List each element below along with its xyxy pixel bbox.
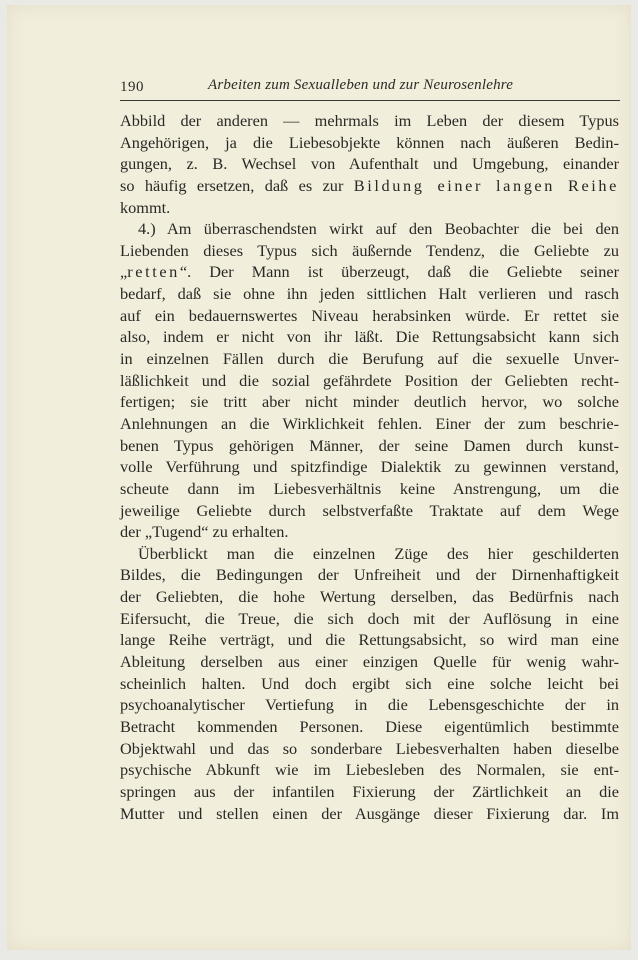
text-segment: psychische Abkunft wie im Liebesleben des Normalen, sie ent- — [120, 760, 619, 780]
paragraph — [120, 110, 619, 218]
text-segment: “. Der Mann ist überzeugt, daß die Geliebte seiner — [179, 262, 619, 282]
text-segment: Überblickt man die einzelnen Züge des hier geschilderten — [138, 543, 619, 563]
text-segment: Liebenden dieses Typus sich äußernde Tendenz, die Geliebte zu — [120, 240, 619, 260]
text-segment: psychoanalytischer Vertiefung in die Lebensgeschichte der in — [120, 695, 619, 715]
emphasized-text: retten — [127, 262, 180, 282]
text-line — [120, 175, 619, 197]
text-line — [120, 564, 619, 586]
text-line — [120, 413, 619, 435]
text-segment: Ableitung derselben aus einer einzigen Quelle für wenig wahr- — [120, 652, 619, 672]
text-segment: benen Typus gehörigen Männer, der seine Damen durch kunst- — [120, 435, 619, 455]
text-segment: Anlehnungen an die Wirklichkeit fehlen. Einer der zum beschrie- — [120, 413, 619, 433]
text-line — [120, 132, 619, 154]
text-segment: fertigen; sie tritt aber nicht minder deutlich hervor, wo solche — [120, 392, 619, 412]
text-segment: jeweilige Geliebte durch selbstverfaßte Traktate auf dem Wege — [120, 500, 619, 520]
text-segment: Abbild der anderen — mehrmals im Leben der diesem Typus — [120, 111, 619, 130]
running-title: Arbeiten zum Sexualleben und zur Neurosenlehre — [208, 77, 514, 93]
text-segment: kommt. — [120, 197, 171, 217]
book-page — [7, 5, 631, 950]
text-segment: so häufig ersetzen, daß es zur — [120, 175, 354, 195]
text-segment: der „Tugend“ zu erhalten. — [120, 522, 289, 542]
text-segment: in einzelnen Fällen durch die Berufung auf die sexuelle Unver- — [120, 349, 619, 369]
text-line — [120, 197, 619, 219]
text-segment: Mutter und stellen einen der Ausgänge dieser Fixierung dar. Im — [120, 803, 619, 823]
text-segment: gungen, z. B. Wechsel von Aufenthalt und Umgebung, einander — [120, 154, 619, 174]
text-line — [120, 370, 619, 392]
text-segment: Betracht kommenden Personen. Diese eigentümlich bestimmte — [120, 716, 619, 736]
text-line — [120, 218, 619, 240]
text-line — [120, 478, 619, 500]
text-line — [120, 586, 619, 608]
text-line — [120, 261, 619, 283]
text-segment: volle Verführung und spitzfindige Dialektik zu gewinnen verstand, — [120, 457, 619, 477]
text-line — [120, 608, 619, 630]
text-segment: scheute dann im Liebesverhältnis keine Anstrengung, um die — [120, 478, 619, 498]
text-line — [120, 651, 619, 673]
text-segment: springen aus der infantilen Fixierung der Zärtlichkeit an die — [120, 781, 619, 801]
text-segment: lange Reihe verträgt, und die Rettungsabsicht, so wird man eine — [120, 630, 619, 650]
text-line — [120, 153, 619, 175]
text-segment: Angehörigen, ja die Liebesobjekte können nach äußeren Bedin- — [120, 132, 619, 152]
text-line — [120, 629, 619, 651]
text-line — [120, 240, 619, 262]
text-line — [120, 716, 619, 738]
text-segment: bedarf, daß sie ohne ihn jeden sittlichen Halt verlieren und rasch — [120, 284, 619, 304]
text-segment: Objektwahl und das so sonderbare Liebesverhalten haben dieselbe — [120, 738, 619, 758]
body-text — [120, 110, 619, 824]
text-line — [120, 305, 619, 327]
text-line — [120, 543, 619, 565]
text-segment: Bildes, die Bedingungen der Unfreiheit und der Dirnenhaftigkeit — [120, 565, 619, 585]
text-line — [120, 326, 619, 348]
header-rule — [120, 100, 620, 101]
text-segment: 4.) Am überraschendsten wirkt auf den Beobachter die bei den — [138, 219, 619, 239]
text-line — [120, 759, 619, 781]
text-line — [120, 781, 619, 803]
text-line — [120, 521, 619, 543]
text-line — [120, 673, 619, 695]
text-line — [120, 500, 619, 522]
text-segment: scheinlich halten. Und doch ergibt sich eine solche leicht bei — [120, 673, 619, 693]
text-line — [120, 456, 619, 478]
page-header — [120, 75, 619, 99]
text-line — [120, 110, 619, 132]
text-line — [120, 283, 619, 305]
text-line — [120, 435, 619, 457]
text-segment: also, indem er nicht von ihr läßt. Die Rettungsabsicht kann sich — [120, 327, 619, 347]
emphasized-text: Bildung einer langen Reihe — [353, 175, 619, 195]
paragraph — [120, 218, 619, 543]
text-line — [120, 391, 619, 413]
text-segment: „ — [120, 262, 128, 282]
page-number: 190 — [120, 79, 144, 95]
text-line — [120, 694, 619, 716]
text-segment: auf ein bedauernswertes Niveau herabsinken würde. Er rettet sie — [120, 305, 619, 325]
text-line — [120, 803, 619, 825]
text-segment: der Geliebten, die hohe Wertung derselben, das Bedürfnis nach — [120, 587, 619, 607]
text-line — [120, 738, 619, 760]
text-segment: läßlichkeit und die sozial gefährdete Position der Geliebten recht- — [120, 370, 619, 390]
text-line — [120, 348, 619, 370]
paragraph — [120, 543, 619, 824]
text-segment: Eifersucht, die Treue, die sich doch mit der Auflösung in eine — [120, 608, 619, 628]
